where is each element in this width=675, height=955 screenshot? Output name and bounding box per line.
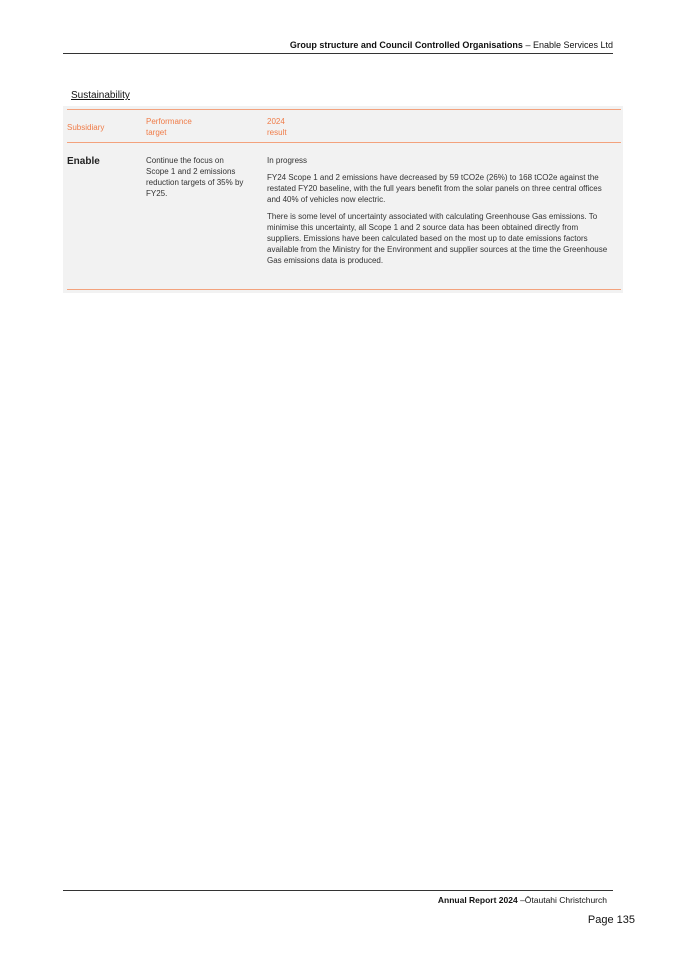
sustainability-table bbox=[63, 106, 623, 293]
row-performance-target: Continue the focus on Scope 1 and 2 emissions reduction targets of 35% by FY25. bbox=[146, 156, 244, 198]
header-subsidiary: Subsidiary bbox=[67, 123, 105, 132]
table-bottom-rule bbox=[67, 289, 621, 290]
page-header bbox=[63, 40, 613, 54]
footer-report-bold: Annual Report 2024 bbox=[437, 895, 518, 905]
page-number: Page 135 bbox=[587, 914, 635, 926]
result-paragraph-2: There is some level of uncertainty associated with calculating Greenhouse Gas emissions. To minimise this uncertainty, all Scope 1 and 2 source data has been obtained directly from suppliers. Emissions have been calculated based on the most up to date emissions factors available from the Ministry for the Environment and supplier sources at the time the Greenhouse Gas emissions data is produced. bbox=[267, 212, 608, 265]
page-footer bbox=[63, 895, 607, 905]
header-title-bold: Group structure and Council Controlled Organisations bbox=[289, 40, 523, 50]
header-performance-target: Performance target bbox=[146, 117, 192, 137]
result-status: In progress bbox=[267, 156, 308, 165]
table-header-row bbox=[63, 106, 623, 142]
footer-divider bbox=[63, 890, 613, 891]
section-title: Sustainability bbox=[71, 90, 130, 101]
result-paragraph-1: FY24 Scope 1 and 2 emissions have decreased by 59 tCO2e (26%) to 168 tCO2e against the restated FY20 baseline, with the full years benefit from the solar panels on three central offices and 40% of vehicles now electric. bbox=[267, 173, 602, 204]
header-title-rest: – Enable Services Ltd bbox=[522, 40, 613, 50]
row-result bbox=[267, 155, 611, 272]
footer-report-rest: –Ōtautahi Christchurch bbox=[517, 895, 607, 905]
header-2024-result: 2024 result bbox=[267, 117, 287, 137]
header-divider bbox=[63, 53, 613, 54]
row-subsidiary: Enable bbox=[67, 156, 100, 167]
header-bottom-rule bbox=[67, 142, 621, 143]
